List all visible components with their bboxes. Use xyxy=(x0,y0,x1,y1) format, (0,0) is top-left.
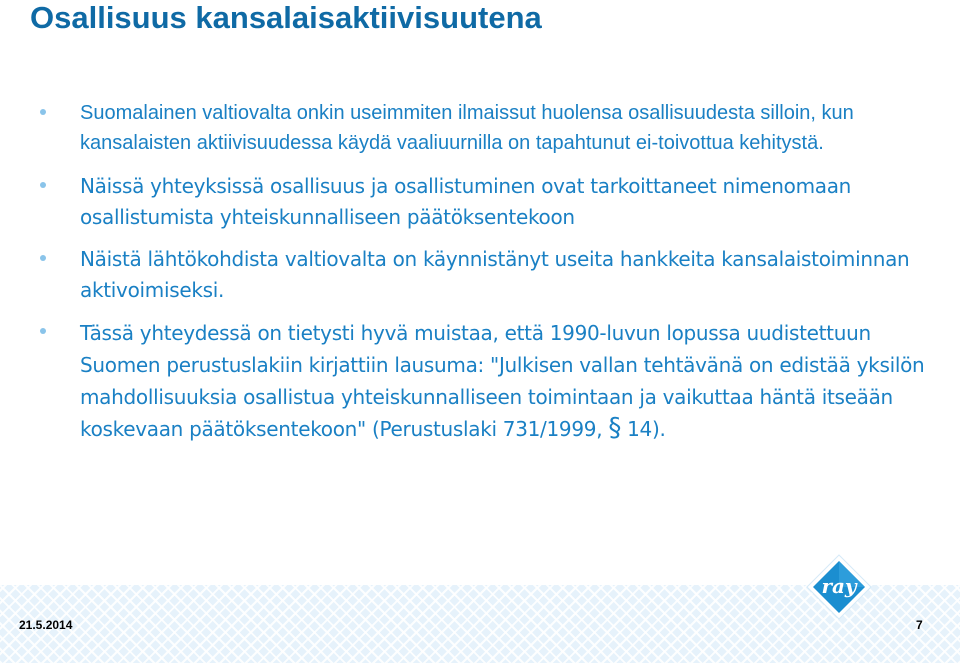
bullet-item xyxy=(40,171,945,233)
bullet-text: Suomalainen valtiovalta onkin useimmiten ilmaissut huolensa osallisuudesta silloin, kun kansalaisten aktiivisuudessa käydä vaaliuurnilla on tapahtunut ei-toivottua kehitystä. xyxy=(80,102,854,154)
bullet-dot xyxy=(40,328,46,334)
bullet-list xyxy=(40,98,945,445)
footer-date: 21.5.2014 xyxy=(19,618,73,632)
bullet-dot xyxy=(40,109,46,115)
ray-logo xyxy=(805,553,873,621)
logo-text: ray xyxy=(821,574,857,598)
bullet-text: Näistä lähtökohdista valtiovalta on käynnistänyt useita hankkeita kansalaistoiminnan aktivoimiseksi. xyxy=(80,247,910,302)
page-number: 7 xyxy=(916,618,923,632)
slide-title: Osallisuus kansalaisaktiivisuutena xyxy=(30,0,542,35)
bullet-item xyxy=(40,244,945,306)
bullet-text-tail: 14). xyxy=(621,417,666,441)
bullet-item xyxy=(40,98,945,158)
bullet-dot xyxy=(40,255,46,261)
bullet-text: Tässä yhteydessä on tietysti hyvä muistaa, että 1990-luvun lopussa uudistettuun Suomen perustuslakiin kirjattiin lausuma: "Julkisen vallan tehtävänä on edistää yksilön mahdollisuuksia osallistua yhteiskunnalliseen toimintaan ja vaikuttaa häntä itseään koskevaan päätöksentekoon" (Perustuslaki 731/1999, xyxy=(80,321,925,441)
section-mark: § xyxy=(608,413,622,443)
bullet-text: Näissä yhteyksissä osallisuus ja osallistuminen ovat tarkoittaneet nimenomaan osallistumista yhteiskunnalliseen päätöksentekoon xyxy=(80,174,852,229)
bullet-item xyxy=(40,317,945,445)
bullet-dot xyxy=(40,182,46,188)
